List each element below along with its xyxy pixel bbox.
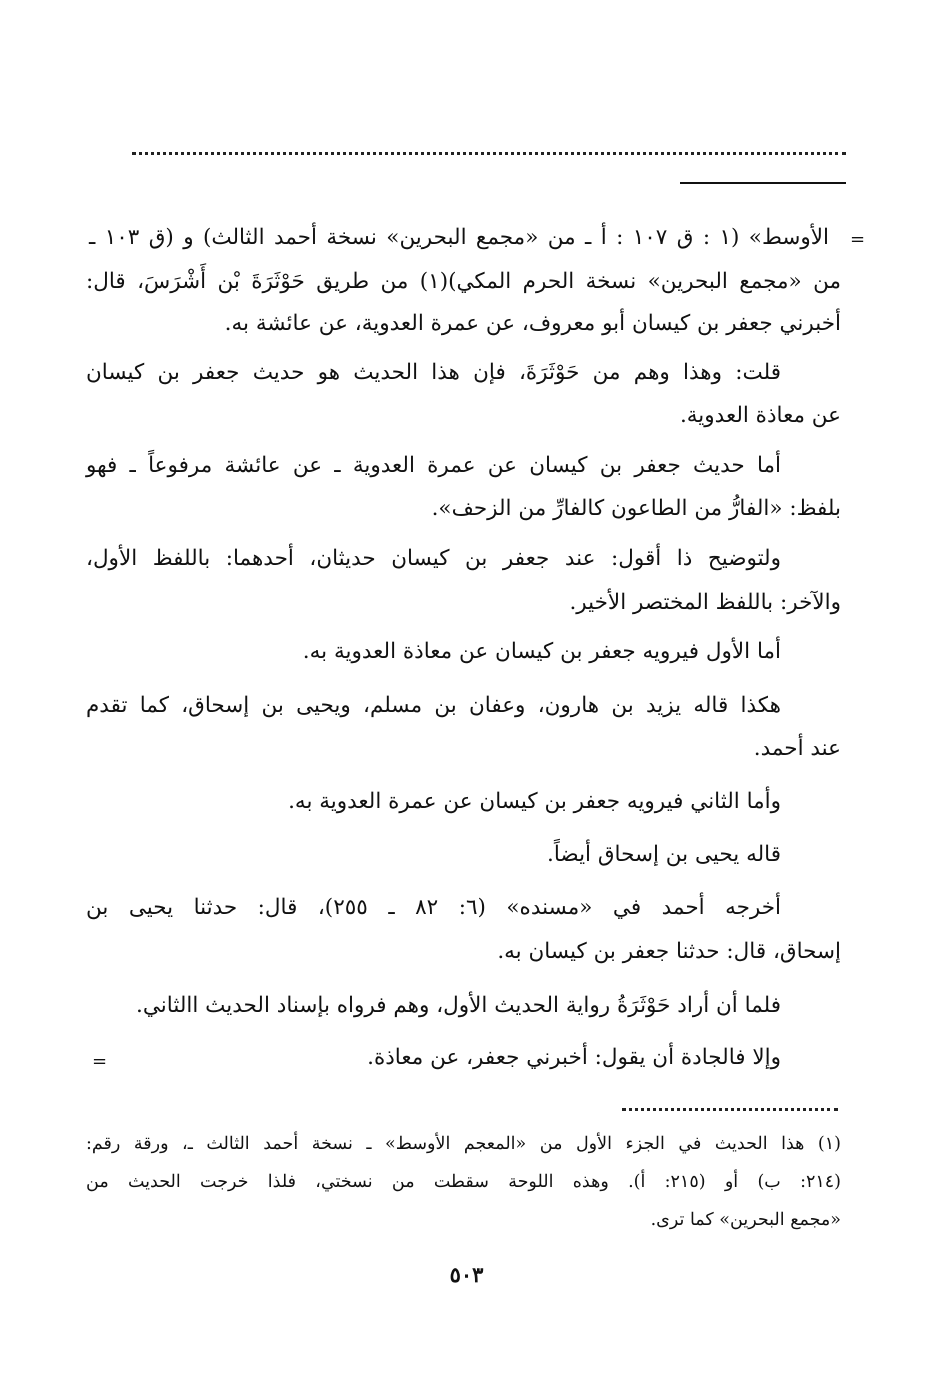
body-line: أما الأول فيرويه جعفر بن كيسان عن معاذة العدوية به. [302, 639, 781, 664]
body-line: بلفظ: «الفارُّ من الطاعون كالفارِّ من الزحف». [431, 496, 841, 521]
top-short-rule [680, 182, 846, 184]
body-line: إسحاق، قال: حدثنا جعفر بن كيسان به. [497, 939, 841, 964]
body-line: عن معاذة العدوية. [679, 403, 841, 428]
body-line: أخبرني جعفر بن كيسان أبو معروف، عن عمرة العدوية، عن عائشة به. [224, 311, 841, 336]
footnote-line: (١) هذا الحديث في الجزء الأول من «المعجم الأوسط» ـ نسخة أحمد الثالث ـ، ورقة رقم: [86, 1134, 841, 1154]
body-line: هكذا قاله يزيد بن هارون، وعفان بن مسلم، ويحيى بن إسحاق، كما تقدم [86, 693, 781, 718]
continuation-mark-end: = [92, 1051, 108, 1072]
body-line: وأما الثاني فيرويه جعفر بن كيسان عن عمرة العدوية به. [288, 789, 781, 814]
footnote-line: «مجمع البحرين» كما ترى. [650, 1210, 841, 1230]
body-line: والآخر: باللفظ المختصر الأخير. [569, 590, 841, 615]
top-dotted-separator [132, 152, 846, 155]
footnote-line: (٢١٤: ب) أو (٢١٥: أ). وهذه اللوحة سقطت من نسختي، فلذا خرجت الحديث من [86, 1172, 841, 1192]
body-line: الأوسط» (١ : ق ١٠٧ : أ ـ من «مجمع البحرين» نسخة أحمد الثالث) و (ق ١٠٣ ـ [89, 225, 829, 250]
body-line: أخرجه أحمد في «مسنده» (٦: ٨٢ ـ ٢٥٥)، قال: حدثنا يحيى بن [86, 895, 782, 920]
body-line: وإلا فالجادة أن يقول: أخبرني جعفر، عن معاذة. [367, 1045, 781, 1070]
footnote-separator [622, 1108, 838, 1111]
body-line: عند أحمد. [753, 736, 841, 761]
body-line: قلت: وهذا وهم من حَوْثَرَةَ، فإن هذا الحديث هو حديث جعفر بن كيسان [86, 360, 781, 385]
body-line: قاله يحيى بن إسحاق أيضاً. [547, 842, 781, 867]
body-line: أما حديث جعفر بن كيسان عن عمرة العدوية ـ عن عائشة مرفوعاً ـ فهو [86, 453, 781, 478]
page-number: ٥٠٣ [449, 1262, 484, 1287]
body-line: من «مجمع البحرين» نسخة الحرم المكي)(١) من طريق حَوْثَرَةَ بْن أَشْرَسَ، قال: [86, 269, 841, 294]
continuation-mark-start: = [850, 229, 866, 250]
body-line: ولتوضيح ذا أقول: عند جعفر بن كيسان حديثان، أحدهما: باللفظ الأول، [86, 546, 781, 571]
body-line: فلما أن أراد حَوْثَرَةُ رواية الحديث الأول، وهم فرواه بإسناد الحديث االثاني. [136, 993, 781, 1018]
